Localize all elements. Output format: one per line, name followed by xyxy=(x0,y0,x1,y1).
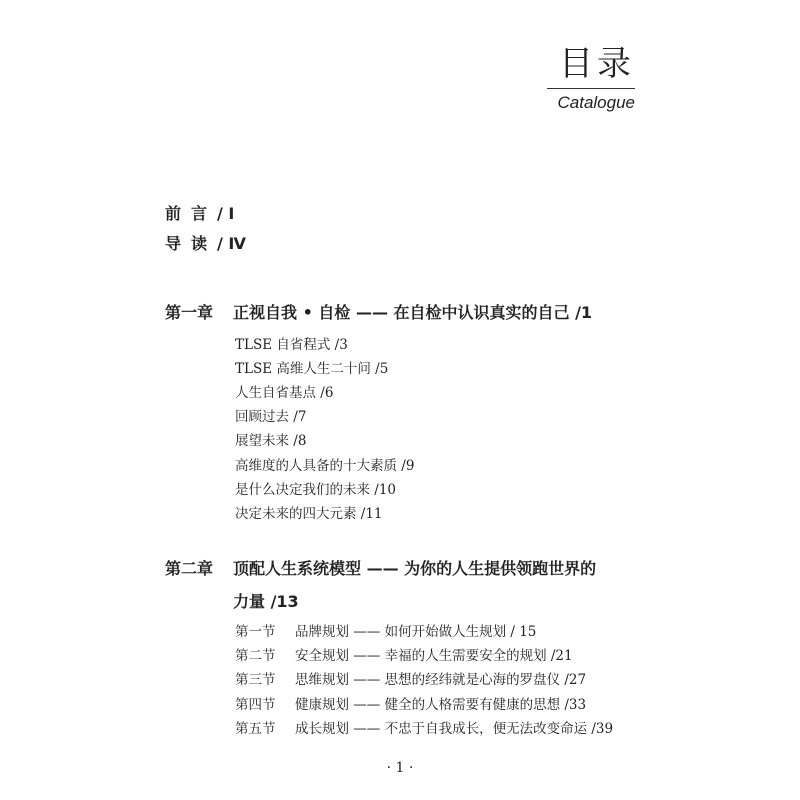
chapter-title-continued[interactable]: 力量 /13 xyxy=(233,592,299,611)
page-title: 目录 xyxy=(559,44,635,84)
chapter-title: 顶配人生系统模型 —— 为你的人生提供领跑世界的 xyxy=(233,559,597,578)
toc-entry-guide[interactable] xyxy=(165,231,246,254)
toc-entry-preface[interactable] xyxy=(165,201,234,224)
toc-item[interactable]: 回顾过去 /7 xyxy=(235,409,307,425)
title-divider xyxy=(547,88,635,89)
toc-item[interactable]: TLSE 高维人生二十问 /5 xyxy=(235,361,389,377)
catalogue-header xyxy=(547,44,635,113)
entry-label: 导读 xyxy=(165,234,218,253)
toc-section-1[interactable] xyxy=(235,620,536,640)
toc-item[interactable]: TLSE 自省程式 /3 xyxy=(235,337,348,353)
toc-item[interactable]: 是什么决定我们的未来 /10 xyxy=(235,482,397,498)
toc-item[interactable]: 展望未来 /8 xyxy=(235,433,307,449)
chapter-title: 正视自我 • 自检 —— 在自检中认识真实的自己 /1 xyxy=(233,303,593,322)
toc-section-2[interactable] xyxy=(235,644,573,664)
entry-page: / Ⅰ xyxy=(217,204,235,223)
page-subtitle: Catalogue xyxy=(557,93,635,112)
section-title: 思维规划 —— 思想的经纬就是心海的罗盘仪 /27 xyxy=(295,672,587,688)
section-number: 第一节 xyxy=(235,624,276,640)
toc-chapter-2[interactable] xyxy=(165,556,596,579)
section-number: 第三节 xyxy=(235,672,276,688)
entry-label: 前言 xyxy=(165,204,218,223)
entry-page: / Ⅳ xyxy=(217,234,247,253)
toc-item[interactable]: 决定未来的四大元素 /11 xyxy=(235,506,383,522)
section-title: 健康规划 —— 健全的人格需要有健康的思想 /33 xyxy=(295,697,587,713)
toc-section-4[interactable] xyxy=(235,693,586,713)
section-title: 安全规划 —— 幸福的人生需要安全的规划 /21 xyxy=(295,648,573,664)
toc-item[interactable]: 高维度的人具备的十大素质 /9 xyxy=(235,458,415,474)
section-title: 成长规划 —— 不忠于自我成长，便无法改变命运 /39 xyxy=(295,721,614,737)
section-number: 第二节 xyxy=(235,648,276,664)
toc-section-3[interactable] xyxy=(235,668,586,688)
toc-section-5[interactable] xyxy=(235,717,613,737)
section-number: 第五节 xyxy=(235,721,276,737)
chapter-number: 第一章 xyxy=(165,303,214,322)
chapter-number: 第二章 xyxy=(165,559,214,578)
section-number: 第四节 xyxy=(235,697,276,713)
toc-item[interactable]: 人生自省基点 /6 xyxy=(235,385,334,401)
toc-chapter-1[interactable] xyxy=(165,300,592,323)
page-number: · 1 · xyxy=(386,760,414,776)
section-title: 品牌规划 —— 如何开始做人生规划 / 15 xyxy=(295,624,537,640)
